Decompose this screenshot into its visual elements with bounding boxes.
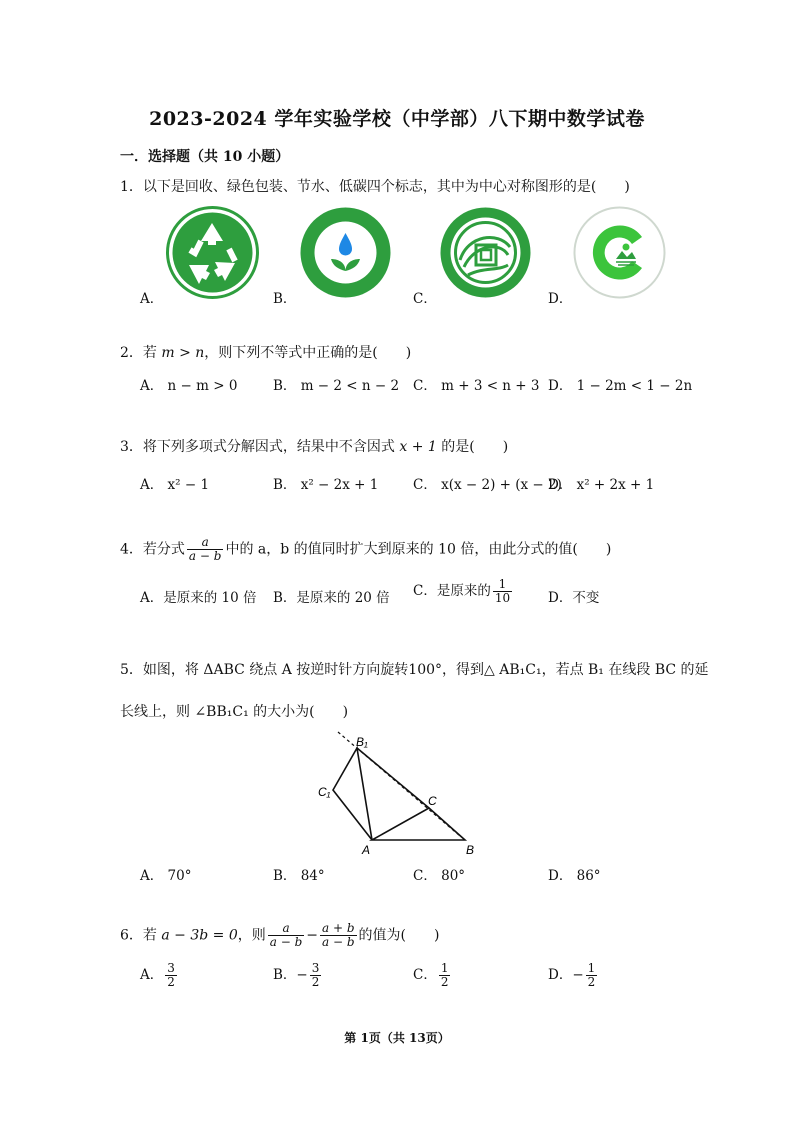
- q6-option-c-denominator: 2: [440, 975, 449, 990]
- q4-option-c[interactable]: [413, 578, 514, 605]
- q4-option-c-text: C．是原来的: [413, 583, 491, 600]
- question-1: 1．以下是回收、绿色包装、节水、低碳四个标志，其中为中心对称图形的是( ): [120, 179, 630, 195]
- low-carbon-c-icon: [572, 205, 667, 304]
- label-b: B: [466, 843, 475, 857]
- q4-fraction-denominator: a − b: [188, 549, 222, 564]
- q6-fraction-1-denominator: a − b: [269, 935, 303, 950]
- recycle-icon: [165, 205, 260, 304]
- q6-fraction-1-numerator: a: [268, 922, 305, 936]
- q1-option-d[interactable]: D．: [548, 291, 573, 307]
- q6-prefix: 6．若: [120, 927, 162, 944]
- q6-option-a-denominator: 2: [167, 975, 175, 990]
- q6-option-c-numerator: 1: [440, 961, 449, 975]
- q4-option-d[interactable]: D．不变: [548, 590, 600, 606]
- question-5-line-1: 5．如图，将 ΔABC 绕点 A 按逆时针方向旋转100°，得到△ AB₁C₁，若点 B₁ 在线段 BC 的延: [120, 662, 709, 678]
- q1-option-a[interactable]: A．: [140, 291, 164, 307]
- q6-option-d-sign: −: [572, 967, 584, 984]
- q6-option-c-label: C．: [413, 967, 437, 984]
- q2-option-b[interactable]: B． m − 2 < n − 2: [273, 378, 400, 394]
- q6-fraction-1: [268, 922, 305, 949]
- q6-option-b-sign: −: [296, 967, 308, 984]
- q3-option-a[interactable]: A． x² − 1: [140, 477, 210, 493]
- q3-option-d[interactable]: D． x² + 2x + 1: [548, 477, 655, 493]
- label-b1: B₁: [356, 735, 368, 749]
- q4-option-c-fraction: [493, 578, 512, 605]
- triangle-abc: [372, 808, 465, 840]
- q6-option-a-fraction: [165, 962, 177, 989]
- q3-prefix: 3．将下列多项式分解因式，结果中不含因式: [120, 439, 400, 455]
- green-package-icon: [438, 205, 533, 304]
- q3-suffix: 的是( ): [436, 439, 509, 455]
- q6-option-d-fraction: [586, 962, 598, 989]
- question-5-line-2: 长线上，则 ∠BB₁C₁ 的大小为( ): [120, 704, 349, 720]
- q6-option-d-denominator: 2: [587, 975, 596, 990]
- q6-option-a-label: A．: [140, 967, 164, 984]
- q6-option-b-fraction: [310, 962, 322, 989]
- q1-option-c[interactable]: C．: [413, 291, 437, 307]
- q4-option-c-numerator: 1: [493, 578, 512, 592]
- q6-option-a-numerator: 3: [167, 961, 175, 975]
- page-title: 2023-2024 学年实验学校（中学部）八下期中数学试卷: [149, 108, 645, 130]
- q6-option-b-denominator: 2: [311, 975, 320, 990]
- q6-fraction-2-denominator: a − b: [322, 935, 355, 950]
- q5-option-b[interactable]: B． 84°: [273, 868, 325, 884]
- q4-suffix: 中的 a，b 的值同时扩大到原来的 10 倍，由此分式的值( ): [225, 541, 612, 558]
- q6-minus: −: [306, 927, 319, 944]
- q4-option-c-denominator: 10: [494, 591, 511, 606]
- q6-option-a[interactable]: [140, 962, 179, 989]
- q6-fraction-2: [320, 922, 357, 949]
- question-4: [120, 536, 611, 563]
- q5-option-c[interactable]: C． 80°: [413, 868, 466, 884]
- q2-suffix: ，则下列不等式中正确的是( ): [204, 345, 412, 361]
- q2-option-c[interactable]: C． m + 3 < n + 3: [413, 378, 540, 394]
- label-a: A: [362, 843, 371, 857]
- q4-option-b[interactable]: B．是原来的 20 倍: [273, 590, 390, 606]
- question-3: [120, 436, 508, 456]
- q3-factor: x + 1: [399, 439, 437, 455]
- q3-option-b[interactable]: B． x² − 2x + 1: [273, 477, 379, 493]
- triangle-ab1c1: [333, 748, 372, 840]
- q6-option-d-label: D．: [548, 967, 573, 984]
- q6-fraction-2-numerator: a + b: [322, 921, 355, 935]
- q2-prefix: 2．若: [120, 345, 162, 361]
- q5-option-a[interactable]: A． 70°: [140, 868, 192, 884]
- q4-prefix: 4．若分式: [120, 541, 185, 558]
- q2-condition: m > n: [161, 345, 205, 361]
- q1-option-b[interactable]: B．: [273, 291, 297, 307]
- q5-option-d[interactable]: D． 86°: [548, 868, 601, 884]
- q4-fraction-numerator: a: [187, 536, 224, 550]
- q6-option-b[interactable]: [273, 962, 323, 989]
- q6-option-b-numerator: 3: [311, 961, 320, 975]
- q4-fraction: [187, 536, 224, 563]
- water-drop-sprout-icon: [298, 205, 393, 304]
- q6-option-c-fraction: [439, 962, 451, 989]
- q6-option-b-label: B．: [273, 967, 297, 984]
- label-c: C: [428, 794, 437, 808]
- page-footer: 第 1页（共 13页）: [344, 1031, 450, 1045]
- q6-option-d[interactable]: [548, 962, 599, 989]
- q3-option-c[interactable]: C． x(x − 2) + (x − 2): [413, 477, 562, 493]
- q6-then: ，则: [237, 927, 266, 944]
- label-c1: C₁: [318, 785, 331, 799]
- question-2: [120, 342, 411, 362]
- q6-condition: a − 3b = 0: [161, 927, 238, 944]
- q6-option-d-numerator: 1: [587, 961, 596, 975]
- q2-option-a[interactable]: A． n − m > 0: [140, 378, 238, 394]
- q6-suffix: 的值为( ): [358, 927, 440, 944]
- q2-option-d[interactable]: D． 1 − 2m < 1 − 2n: [548, 378, 693, 394]
- rotation-triangle-figure: [310, 728, 490, 862]
- q4-option-a[interactable]: A．是原来的 10 倍: [140, 590, 257, 606]
- q6-option-c[interactable]: [413, 962, 452, 989]
- section-heading: 一．选择题（共 10 小题）: [120, 149, 290, 165]
- segment-b1-c: [357, 748, 429, 808]
- question-6: [120, 922, 439, 949]
